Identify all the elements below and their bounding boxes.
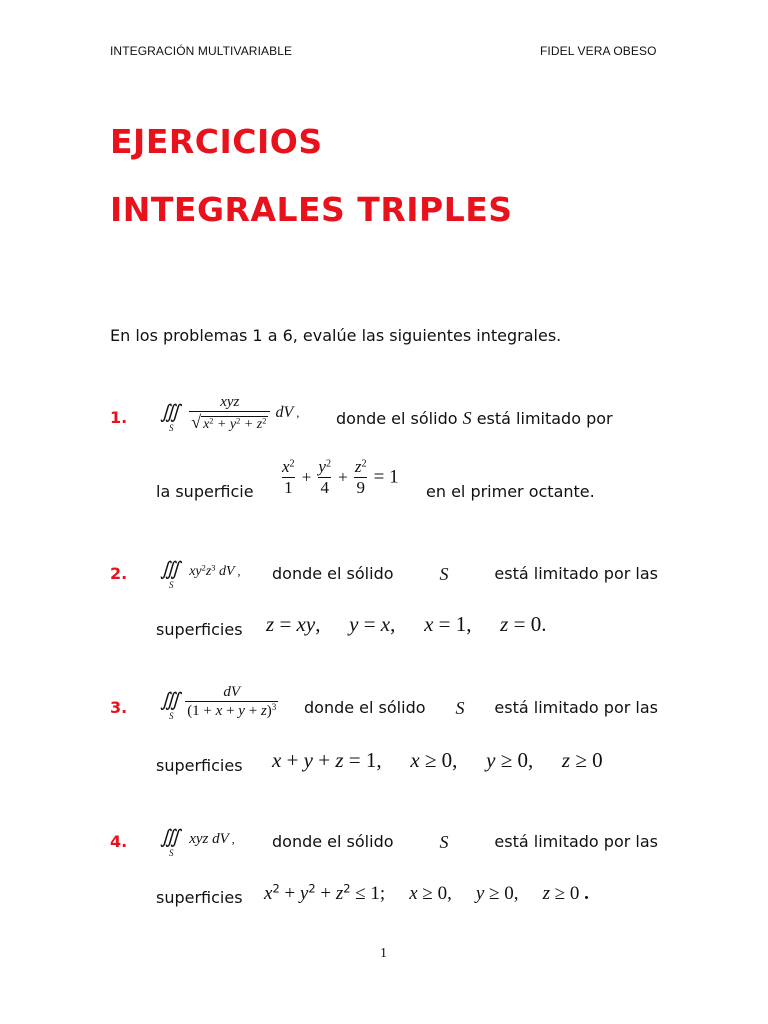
problem-4-surfaces: $x^2 + y^2 + z^2 \le 1$; x ≥ 0, y ≥ 0, z ≥ 0 . <box>264 881 589 904</box>
problem-2-number: 2. <box>110 564 128 583</box>
problem-1-description <box>336 408 613 429</box>
page-title-line1: EJERCICIOS <box>110 122 323 161</box>
problem-3-number: 3. <box>110 698 128 717</box>
problem-4-text-a: donde el sólido <box>272 832 394 851</box>
problem-2-description <box>272 564 658 585</box>
problem-1-text-a: donde el sólido <box>336 409 458 428</box>
problem-2-text-a: donde el sólido <box>272 564 394 583</box>
problem-4-integral: ∭ S xyz dV , <box>160 827 235 858</box>
problem-1-number: 1. <box>110 408 128 427</box>
problem-3-solid: S <box>455 698 465 718</box>
header-left: INTEGRACIÓN MULTIVARIABLE <box>110 44 293 58</box>
problem-4-number: 4. <box>110 832 128 851</box>
problem-3-text-b: está limitado por las <box>494 698 658 717</box>
problem-2-surfaces: z = xy, y = x, x = 1, z = 0. <box>266 612 547 636</box>
problem-1-surface-equation: $\frac{x^2}{1}$ + $\frac{y^2}{4}$ + $\frac{z^2}{9}$ = 1 <box>282 457 399 497</box>
intro-text: En los problemas 1 a 6, evalúe las siguientes integrales. <box>110 326 562 345</box>
problem-4-line2-prefix: superficies <box>156 888 243 907</box>
header-right: FIDEL VERA OBESO <box>540 44 657 58</box>
problem-1-integral: ∭ S xyz √ $x^2 + y^2 + z^2$ dV , <box>160 394 300 433</box>
problem-1-text-b: está limitado por <box>476 409 613 428</box>
problem-1-line2-suffix: en el primer octante. <box>426 482 595 501</box>
problem-2-solid: S <box>439 564 449 584</box>
problem-2-integral: ∭ S $xy^2z^3$ dV , <box>160 559 241 590</box>
problem-2-text-b: está limitado por las <box>494 564 658 583</box>
problem-3-description <box>304 698 658 719</box>
problem-3-line2-prefix: superficies <box>156 756 243 775</box>
page-title-line2: INTEGRALES TRIPLES <box>110 190 513 229</box>
problem-3-integral: ∭ S $\frac{dV}{(1 + x + y + z)^3}$ <box>160 684 277 721</box>
problem-3-surfaces: x + y + z = 1, x ≥ 0, y ≥ 0, z ≥ 0 <box>272 748 603 772</box>
problem-3-text-a: donde el sólido <box>304 698 426 717</box>
problem-2-line2-prefix: superficies <box>156 620 243 639</box>
problem-1-solid: S <box>462 408 472 428</box>
problem-1-line2-prefix: la superficie <box>156 482 254 501</box>
page-number: 1 <box>380 946 387 961</box>
problem-4-solid: S <box>439 832 449 852</box>
problem-4-text-b: está limitado por las <box>494 832 658 851</box>
problem-4-description <box>272 832 658 853</box>
